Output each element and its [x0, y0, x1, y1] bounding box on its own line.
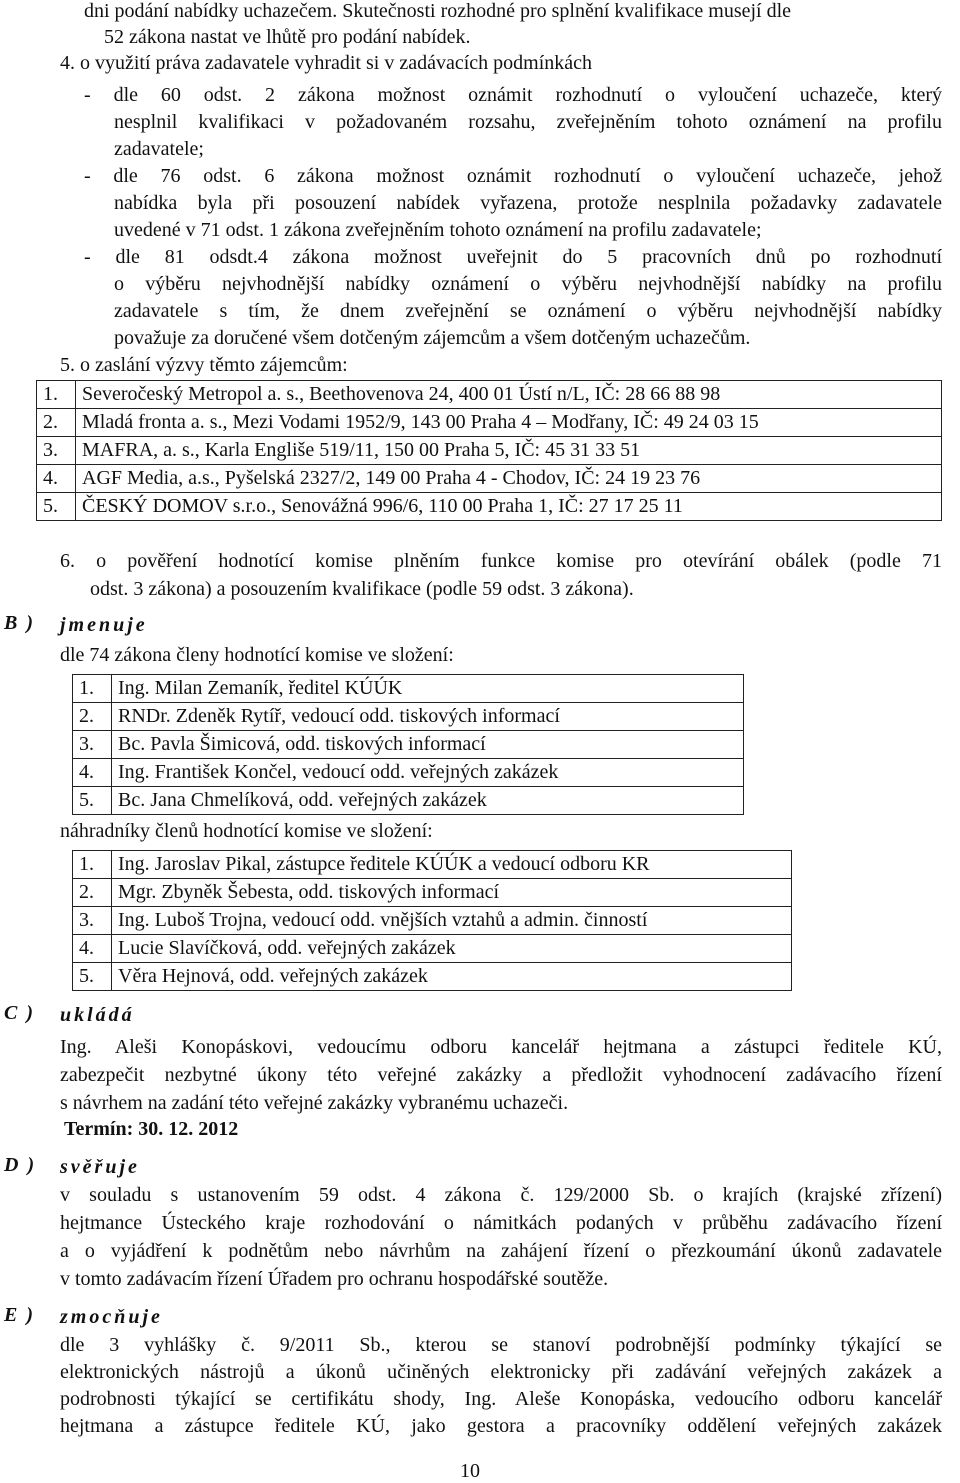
- section-c-line-2: zabezpečit nezbytné úkony této veřejné zakázky a předložit vyhodnocení zadávacího řízení: [60, 1064, 942, 1086]
- substitutes-intro: náhradníky členů hodnotící komise ve složení:: [60, 820, 433, 842]
- row-number: 2.: [73, 879, 112, 907]
- section-e-line-4: hejtmana a zástupce ředitele KÚ, jako gestora a pracovníky oddělení veřejných zakázek: [60, 1415, 942, 1437]
- table-row: [73, 703, 744, 731]
- substitutes-table: [72, 850, 792, 991]
- row-number: 1.: [37, 381, 76, 409]
- row-number: 4.: [73, 759, 112, 787]
- table-row: [73, 907, 792, 935]
- paragraph-81-line-3: zadavatele s tím, že dnem zveřejnění se oznámení o výběru nejvhodnější nabídky: [114, 300, 942, 322]
- committee-members-table: [72, 674, 744, 815]
- table-row: [37, 493, 942, 521]
- page-number: 10: [460, 1460, 480, 1482]
- item-6-line-2: odst. 3 zákona) a posouzením kvalifikace (podle 59 odst. 3 zákona).: [90, 578, 634, 600]
- row-number: 5.: [73, 963, 112, 991]
- substitute-cell: Ing. Luboš Trojna, vedoucí odd. vnějších vztahů a admin. činností: [112, 907, 792, 935]
- row-number: 5.: [37, 493, 76, 521]
- row-number: 3.: [37, 437, 76, 465]
- row-number: 1.: [73, 851, 112, 879]
- intro-line-2: 52 zákona nastat ve lhůtě pro podání nabídek.: [104, 26, 471, 48]
- intro-line-1: dni podání nabídky uchazečem. Skutečnosti rozhodné pro splnění kvalifikace musejí dle: [84, 0, 792, 22]
- section-d-line-1: v souladu s ustanovením 59 odst. 4 zákona č. 129/2000 Sb. o krajích (krajské zřízení): [60, 1184, 942, 1206]
- member-cell: Ing. Milan Zemaník, ředitel KÚÚK: [112, 675, 744, 703]
- paragraph-60-line-1: - dle 60 odst. 2 zákona možnost oznámit rozhodnutí o vyloučení uchazeče, který: [84, 84, 942, 106]
- member-cell: RNDr. Zdeněk Rytíř, vedoucí odd. tiskových informací: [112, 703, 744, 731]
- section-c-line-3: s návrhem na zadání této veřejné zakázky vybranému uchazeči.: [60, 1092, 569, 1114]
- substitute-cell: Mgr. Zbyněk Šebesta, odd. tiskových informací: [112, 879, 792, 907]
- paragraph-60-line-2: nesplnil kvalifikaci v požadovaném rozsahu, zveřejněním tohoto oznámení na profilu: [114, 111, 942, 133]
- item-4-heading: 4. o využití práva zadavatele vyhradit si v zadávacích podmínkách: [60, 52, 593, 74]
- paragraph-81-line-1: - dle 81 odsdt.4 zákona možnost uveřejnit do 5 pracovních dnů po rozhodnutí: [84, 246, 942, 268]
- section-d-line-3: a o vyjádření k podnětům nebo návrhům na zahájení řízení o přezkoumání úkonů zadavatele: [60, 1240, 942, 1262]
- item-5-heading: 5. o zaslání výzvy těmto zájemcům:: [60, 354, 348, 376]
- section-e-line-3: podrobnosti týkající se certifikátu shody, Ing. Aleše Konopáska, vedoucího odboru kancelář: [60, 1388, 942, 1410]
- row-number: 1.: [73, 675, 112, 703]
- company-cell: Mladá fronta a. s., Mezi Vodami 1952/9, 143 00 Praha 4 – Modřany, IČ: 49 24 03 15: [76, 409, 942, 437]
- row-number: 5.: [73, 787, 112, 815]
- section-d-line-2: hejtmance Ústeckého kraje rozhodování o námitkách podaných v průběhu zadávacího řízení: [60, 1212, 942, 1234]
- row-number: 2.: [73, 703, 112, 731]
- paragraph-81-line-4: považuje za doručené všem dotčeným zájemcům a všem dotčeným uchazečům.: [114, 327, 751, 349]
- section-c-line-1: Ing. Aleši Konopáskovi, vedoucímu odboru kancelář hejtmana a zástupci ředitele KÚ,: [60, 1036, 942, 1058]
- table-row: [37, 381, 942, 409]
- table-row: [37, 409, 942, 437]
- company-cell: Severočeský Metropol a. s., Beethovenova 24, 400 01 Ústí n/L, IČ: 28 66 88 98: [76, 381, 942, 409]
- section-d-line-4: v tomto zadávacím řízení Úřadem pro ochranu hospodářské soutěže.: [60, 1268, 609, 1290]
- company-cell: AGF Media, a.s., Pyšelská 2327/2, 149 00 Praha 4 - Chodov, IČ: 24 19 23 76: [76, 465, 942, 493]
- table-row: [73, 759, 744, 787]
- substitute-cell: Ing. Jaroslav Pikal, zástupce ředitele KÚÚK a vedoucí odboru KR: [112, 851, 792, 879]
- member-cell: Bc. Jana Chmelíková, odd. veřejných zakázek: [112, 787, 744, 815]
- committee-intro: dle 74 zákona členy hodnotící komise ve složení:: [60, 644, 454, 666]
- member-cell: Bc. Pavla Šimicová, odd. tiskových informací: [112, 731, 744, 759]
- paragraph-76-line-1: - dle 76 odst. 6 zákona možnost oznámit rozhodnutí o vyloučení uchazeče, jehož: [84, 165, 942, 187]
- section-c-letter: C ): [4, 1002, 35, 1024]
- row-number: 2.: [37, 409, 76, 437]
- table-row: [73, 879, 792, 907]
- paragraph-81-line-2: o výběru nejvhodnější nabídky oznámení o výběru nejvhodnější nabídky na profilu: [114, 273, 942, 295]
- section-d-letter: D ): [4, 1154, 37, 1176]
- section-e-letter: E ): [4, 1304, 35, 1326]
- deadline: Termín: 30. 12. 2012: [64, 1118, 239, 1140]
- section-b-letter: B ): [4, 612, 35, 634]
- table-row: [73, 787, 744, 815]
- table-row: [37, 465, 942, 493]
- member-cell: Ing. František Končel, vedoucí odd. veřejných zakázek: [112, 759, 744, 787]
- paragraph-76-line-3: uvedené v 71 odst. 1 zákona zveřejněním tohoto oznámení na profilu zadavatele;: [114, 219, 762, 241]
- item-6-line-1: 6. o pověření hodnotící komise plněním funkce komise pro otevírání obálek (podle 71: [60, 550, 942, 572]
- row-number: 4.: [73, 935, 112, 963]
- section-e-line-1: dle 3 vyhlášky č. 9/2011 Sb., kterou se stanoví podrobnější podmínky týkající se: [60, 1334, 942, 1356]
- substitute-cell: Lucie Slavíčková, odd. veřejných zakázek: [112, 935, 792, 963]
- table-row: [37, 437, 942, 465]
- section-c-verb: ukládá: [60, 1004, 135, 1026]
- section-e-line-2: elektronických nástrojů a úkonů učiněných elektronicky při zadávání veřejných zakázek a: [60, 1361, 942, 1383]
- company-cell: ČESKÝ DOMOV s.r.o., Senovážná 996/6, 110 00 Praha 1, IČ: 27 17 25 11: [76, 493, 942, 521]
- table-row: [73, 935, 792, 963]
- table-row: [73, 675, 744, 703]
- paragraph-76-line-2: nabídka byla při posouzení nabídek vyřazena, protože nesplnila požadavky zadavatele: [114, 192, 942, 214]
- row-number: 3.: [73, 907, 112, 935]
- company-cell: MAFRA, a. s., Karla Engliše 519/11, 150 00 Praha 5, IČ: 45 31 33 51: [76, 437, 942, 465]
- section-e-verb: zmocňuje: [60, 1306, 163, 1328]
- table-row: [73, 731, 744, 759]
- section-d-verb: svěřuje: [60, 1156, 140, 1178]
- table-row: [73, 963, 792, 991]
- paragraph-60-line-3: zadavatele;: [114, 138, 204, 160]
- row-number: 4.: [37, 465, 76, 493]
- row-number: 3.: [73, 731, 112, 759]
- substitute-cell: Věra Hejnová, odd. veřejných zakázek: [112, 963, 792, 991]
- section-b-verb: jmenuje: [60, 614, 148, 636]
- table-row: [73, 851, 792, 879]
- companies-table: [36, 380, 942, 521]
